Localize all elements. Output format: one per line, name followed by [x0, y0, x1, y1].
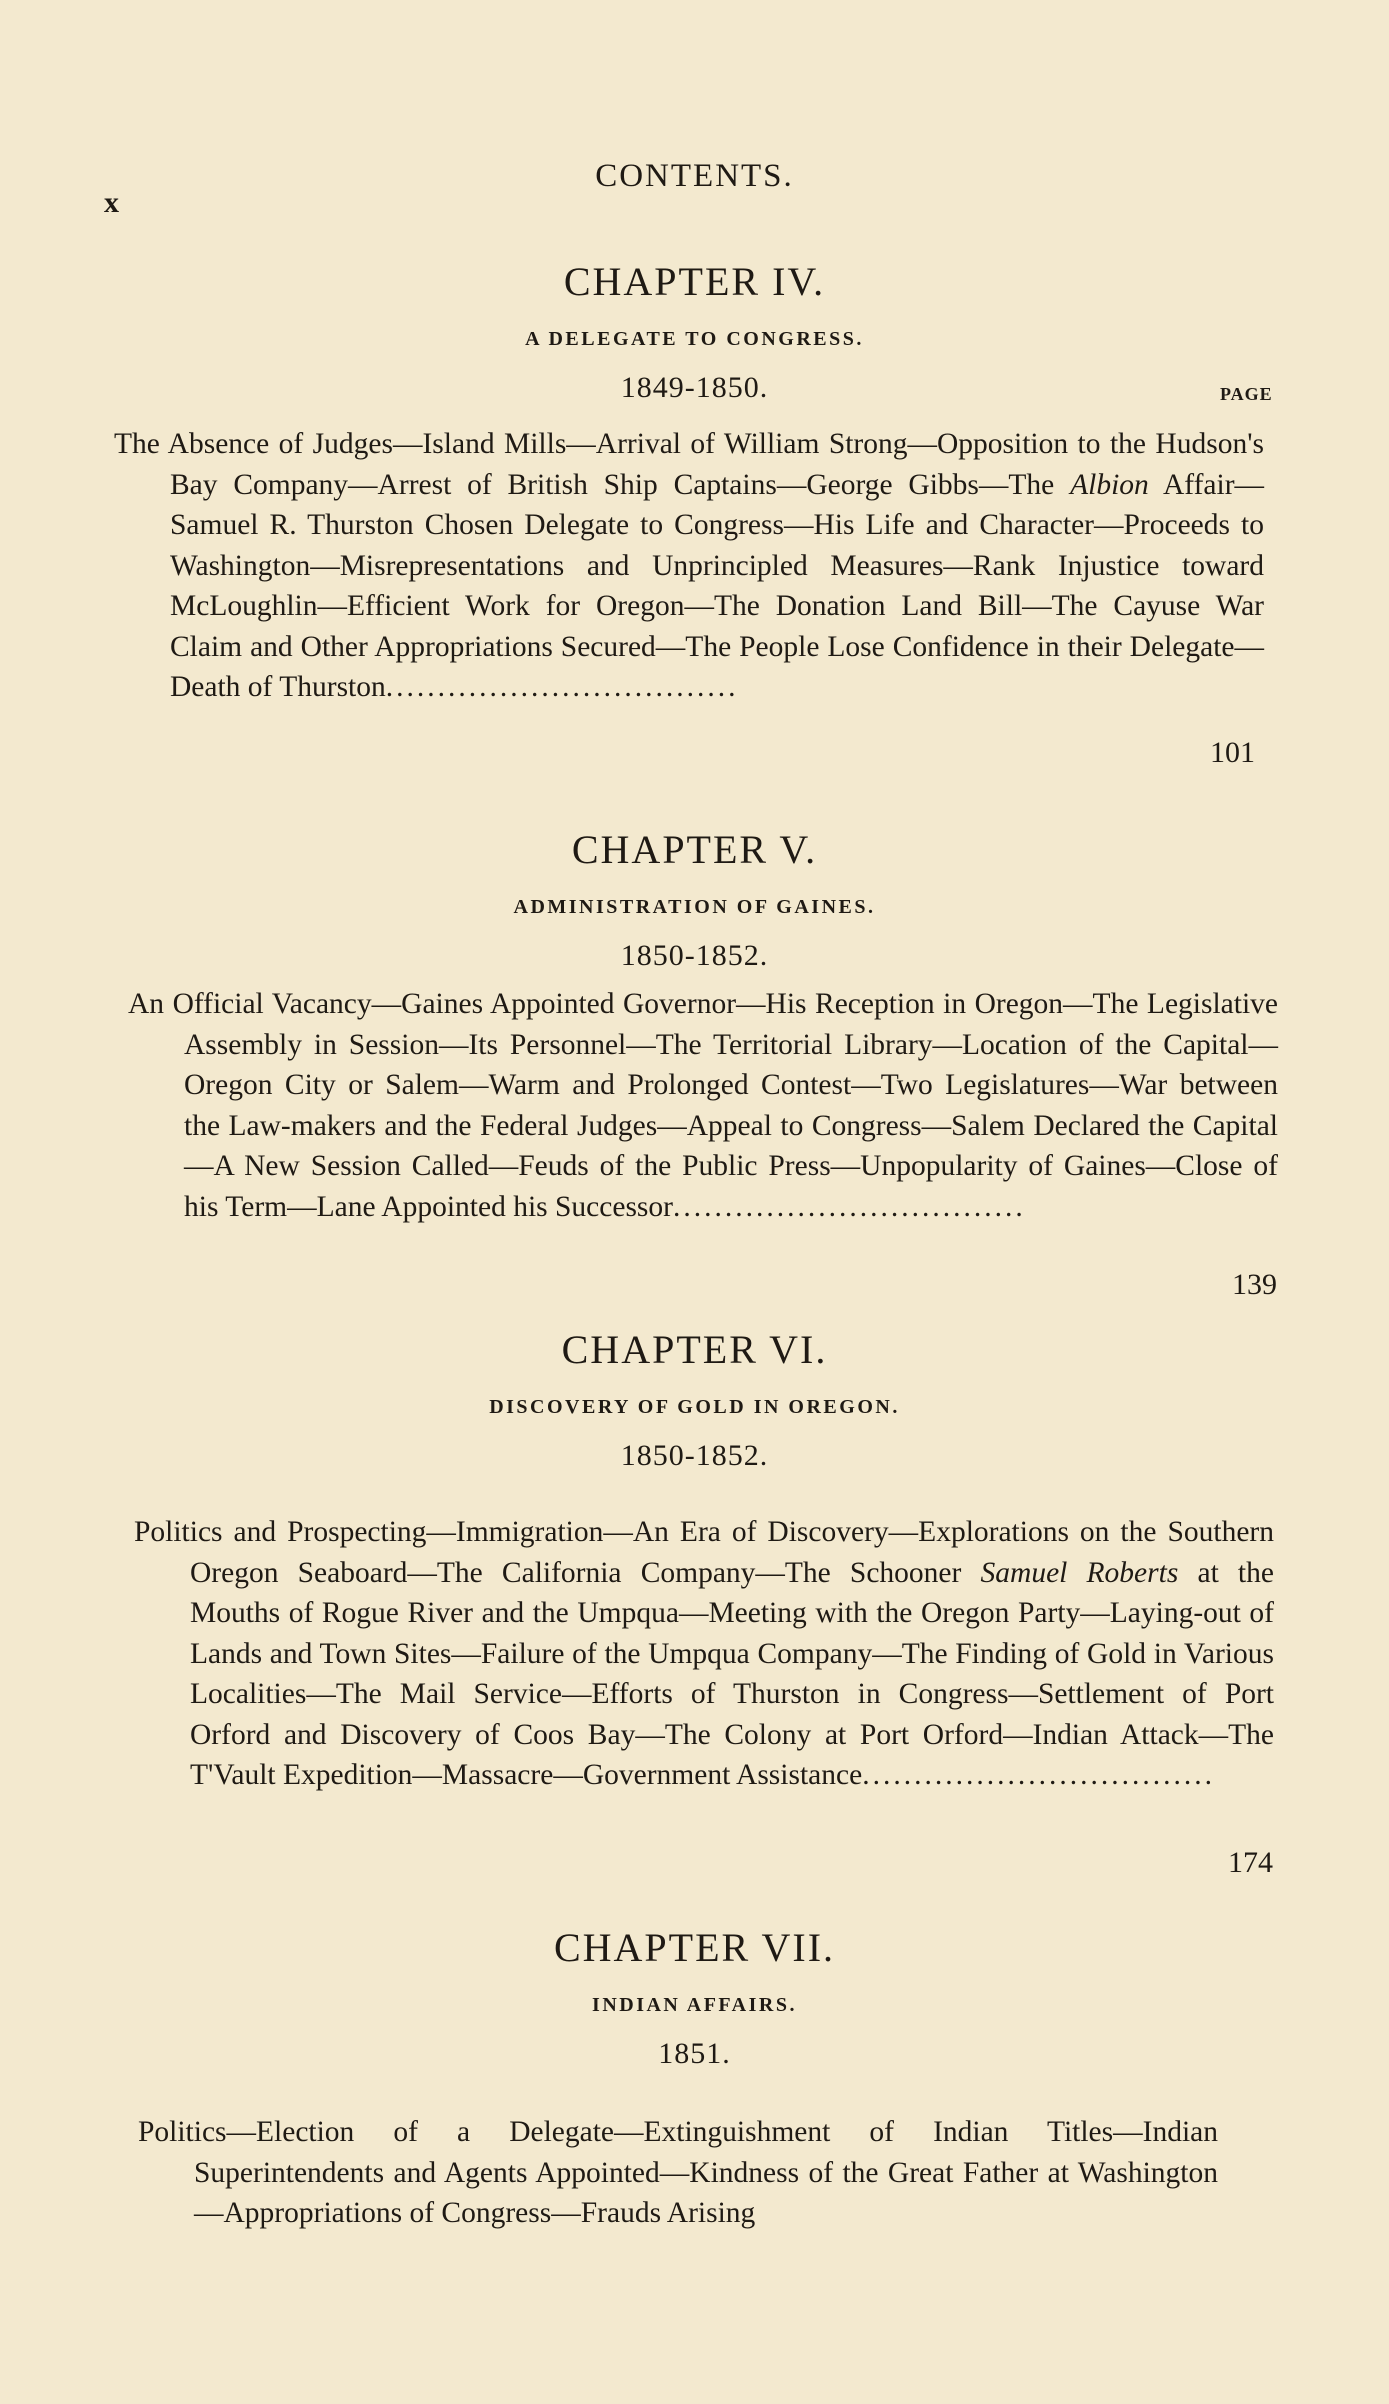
summary-text: An Official Vacancy—Gaines Appointed Governor—His Reception in Oregon—The Legislative Assembly in Session—Its Personnel—The Territorial Library—Location of the Capital—Oregon City or Salem—Warm and Prolonged Contest—Two Legislatures—War between the Law-makers and the Federal Judges—Appeal to Congress—Salem Declared the Capital—A New Session Called—Feuds of the Public Press—Unpopularity of Gaines—Close of his Term—Lane Appointed his Successor: [128, 988, 1278, 1223]
chapter-v-page-ref: 139: [1232, 1268, 1277, 1301]
chapter-vi-page-ref: 174: [1228, 1846, 1273, 1879]
summary-italic: Samuel Roberts: [980, 1556, 1179, 1589]
dot-leaders: ..................................: [672, 1190, 1026, 1223]
running-head: CONTENTS.: [595, 158, 794, 194]
summary-italic: Albion: [1070, 468, 1149, 501]
chapter-years: 1851.: [658, 2037, 731, 2070]
dot-leaders: ..................................: [862, 1759, 1215, 1791]
chapter-subtitle: DISCOVERY OF GOLD IN OREGON.: [489, 1396, 900, 1418]
chapter-v-heading: [0, 826, 1389, 974]
chapter-title: CHAPTER VI.: [561, 1327, 828, 1372]
summary-text: Politics—Election of a Delegate—Extinguishment of Indian Titles—Indian Superintendents and Agents Appointed—Kindness of the Great Father at Washington—Appropriations of Congress—Frauds Arising: [138, 2116, 1218, 2229]
chapter-years: 1850-1852.: [620, 939, 769, 972]
chapter-subtitle: A DELEGATE TO CONGRESS.: [525, 328, 864, 350]
chapter-iv-page-ref: 101: [1210, 736, 1255, 769]
chapter-years: 1850-1852.: [620, 1439, 769, 1472]
chapter-vii-heading: [0, 1924, 1389, 2072]
chapter-iv-summary: [114, 424, 1264, 708]
chapter-subtitle: ADMINISTRATION OF GAINES.: [513, 896, 876, 918]
chapter-iv-heading: [0, 258, 1389, 406]
page-number: x: [104, 186, 120, 219]
chapter-years: 1849-1850.: [620, 371, 769, 404]
summary-text-rest: Affair—Samuel R. Thurston Chosen Delegate to Congress—His Life and Character—Proceeds to Washington—Misrepresentations and Unprincipled Measures—Rank Injustice toward McLoughlin—Efficient Work for Oregon—The Donation Land Bill—The Cayuse War Claim and Other Appropriations Secured—The People Lose Confidence in their Delegate—Death of Thurston: [170, 468, 1265, 703]
chapter-title: CHAPTER V.: [571, 827, 818, 872]
chapter-title: CHAPTER VII.: [553, 1925, 836, 1970]
chapter-vii-summary: [138, 2112, 1218, 2234]
dot-leaders: ..................................: [385, 671, 739, 703]
page-column-label: PAGE: [1220, 384, 1273, 404]
summary-text: Politics and Prospecting—Immigration—An Era of Discovery—Explorations on the Southern Oregon Seaboard—The California Company—The Schooner: [134, 1516, 1274, 1589]
chapter-v-summary: [128, 984, 1278, 1227]
summary-text: The Absence of Judges—Island Mills—Arrival of William Strong—Opposition to the Hudson's Bay Company—Arrest of British Ship Captains—George Gibbs—The: [114, 428, 1264, 501]
chapter-vi-heading: [0, 1326, 1389, 1474]
summary-text-rest: at the Mouths of Rogue River and the Umpqua—Meeting with the Oregon Party—Laying-out of Lands and Town Sites—Failure of the Umpqua Company—The Finding of Gold in Various Localities—The Mail Service—Efforts of Thurston in Congress—Settlement of Port Orford and Discovery of Coos Bay—The Colony at Port Orford—Indian Attack—The T'Vault Expedition—Massacre—Government Assistance: [190, 1556, 1274, 1791]
chapter-title: CHAPTER IV.: [563, 259, 826, 304]
chapter-subtitle: INDIAN AFFAIRS.: [592, 1994, 797, 2016]
chapter-vi-summary: [134, 1512, 1274, 1796]
